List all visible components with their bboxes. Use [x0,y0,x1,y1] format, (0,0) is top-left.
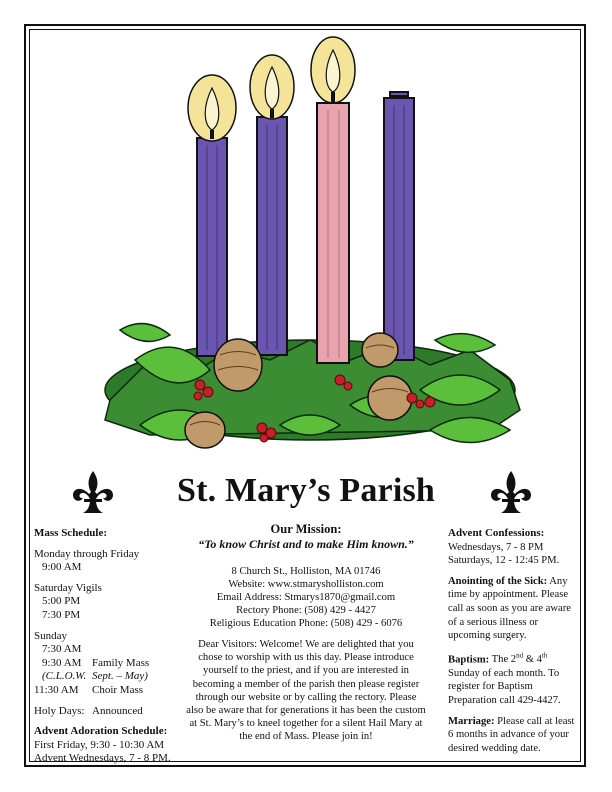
sacraments-column [448,527,578,755]
rectory-phone: Rectory Phone: (508) 429 - 4427 [236,605,376,616]
holy-days [34,705,184,719]
baptism-section [448,650,578,708]
sunday-choir-mass [34,684,184,698]
mission-heading: Our Mission: [270,522,342,536]
sunday-time: 11:30 AM [34,683,79,696]
page-title: St. Mary’s Parish [176,472,436,509]
adoration-heading: Advent Adoration Schedule: [34,725,168,738]
clow-note [34,670,184,684]
marriage-section [448,715,578,756]
mass-note: Choir Mass [92,683,144,696]
mission-quote: “To know Christ and to make Him known.” [198,537,414,551]
anointing-section [448,575,578,643]
confessions-heading: Advent Confessions: [448,527,545,539]
parish-address: 8 Church St., Holliston, MA 01746 [231,566,381,577]
visitors-message: Dear Visitors: Welcome! We are delighted that you chose to worship with us this day. Please introduce yourself to the priest, and if you are interested in becoming a member of the parish then please register through our website or by calling the rectory. Please also be aware that for generations it has been the custom at St. Mary’s to kneel together for a silent Hail Mary at the end of Mass. Please join in! [186,639,426,743]
weekday-time: 9:00 AM [42,561,82,574]
clow-dates: Sept. – May) [92,670,148,683]
weekday-label: Monday through Friday [34,547,140,560]
saturday-label: Saturday Vigils [34,581,102,594]
saturday-time: 5:00 PM [42,595,81,608]
confessions-line: Saturdays, 12 - 12:45 PM. [448,555,560,567]
fleur-de-lis-icon [68,468,118,518]
baptism-body: The 2nd & 4th Sunday of each month. To register for Baptism Preparation call 429-4427. [448,651,561,707]
sunday-label: Sunday [34,629,67,642]
holy-days-value: Announced [92,704,143,717]
marriage-body: Please call at least 6 months in advance of your desired wedding date. [448,715,575,754]
advent-wreath-icon [90,30,530,470]
mission-column [186,521,426,744]
title-banner [40,468,572,520]
sunday-time: 9:30 AM [42,656,82,669]
mass-schedule-heading: Mass Schedule: [34,527,108,539]
confessions-line: Wednesdays, 7 - 8 PM [448,541,544,553]
parish-email: Email Address: Stmarys1870@gmail.com [216,592,396,603]
adoration-line: Advent Wednesdays, 7 - 8 PM. [34,752,171,765]
fleur-de-lis-icon [486,468,536,518]
anointing-heading: Anointing of the Sick: [448,575,548,587]
holy-days-label: Holy Days: [34,704,85,717]
parish-website: Website: www.stmarysholliston.com [228,579,384,590]
saturday-time: 7:30 PM [42,608,81,621]
religious-ed-phone: Religious Education Phone: (508) 429 - 6076 [209,618,403,629]
baptism-heading: Baptism: [448,654,490,666]
sunday-family-mass [34,657,184,671]
clow-label: (C.L.O.W. [42,670,87,683]
anointing-body: Any time by appointment. Please call as soon as you are aware of a serious illness or upcoming surgery. [448,575,571,642]
marriage-heading: Marriage: [448,715,495,727]
sunday-time: 7:30 AM [42,643,82,656]
mass-schedule-column [34,527,184,766]
mass-note: Family Mass [92,656,150,669]
adoration-line: First Friday, 9:30 - 10:30 AM [34,738,165,751]
